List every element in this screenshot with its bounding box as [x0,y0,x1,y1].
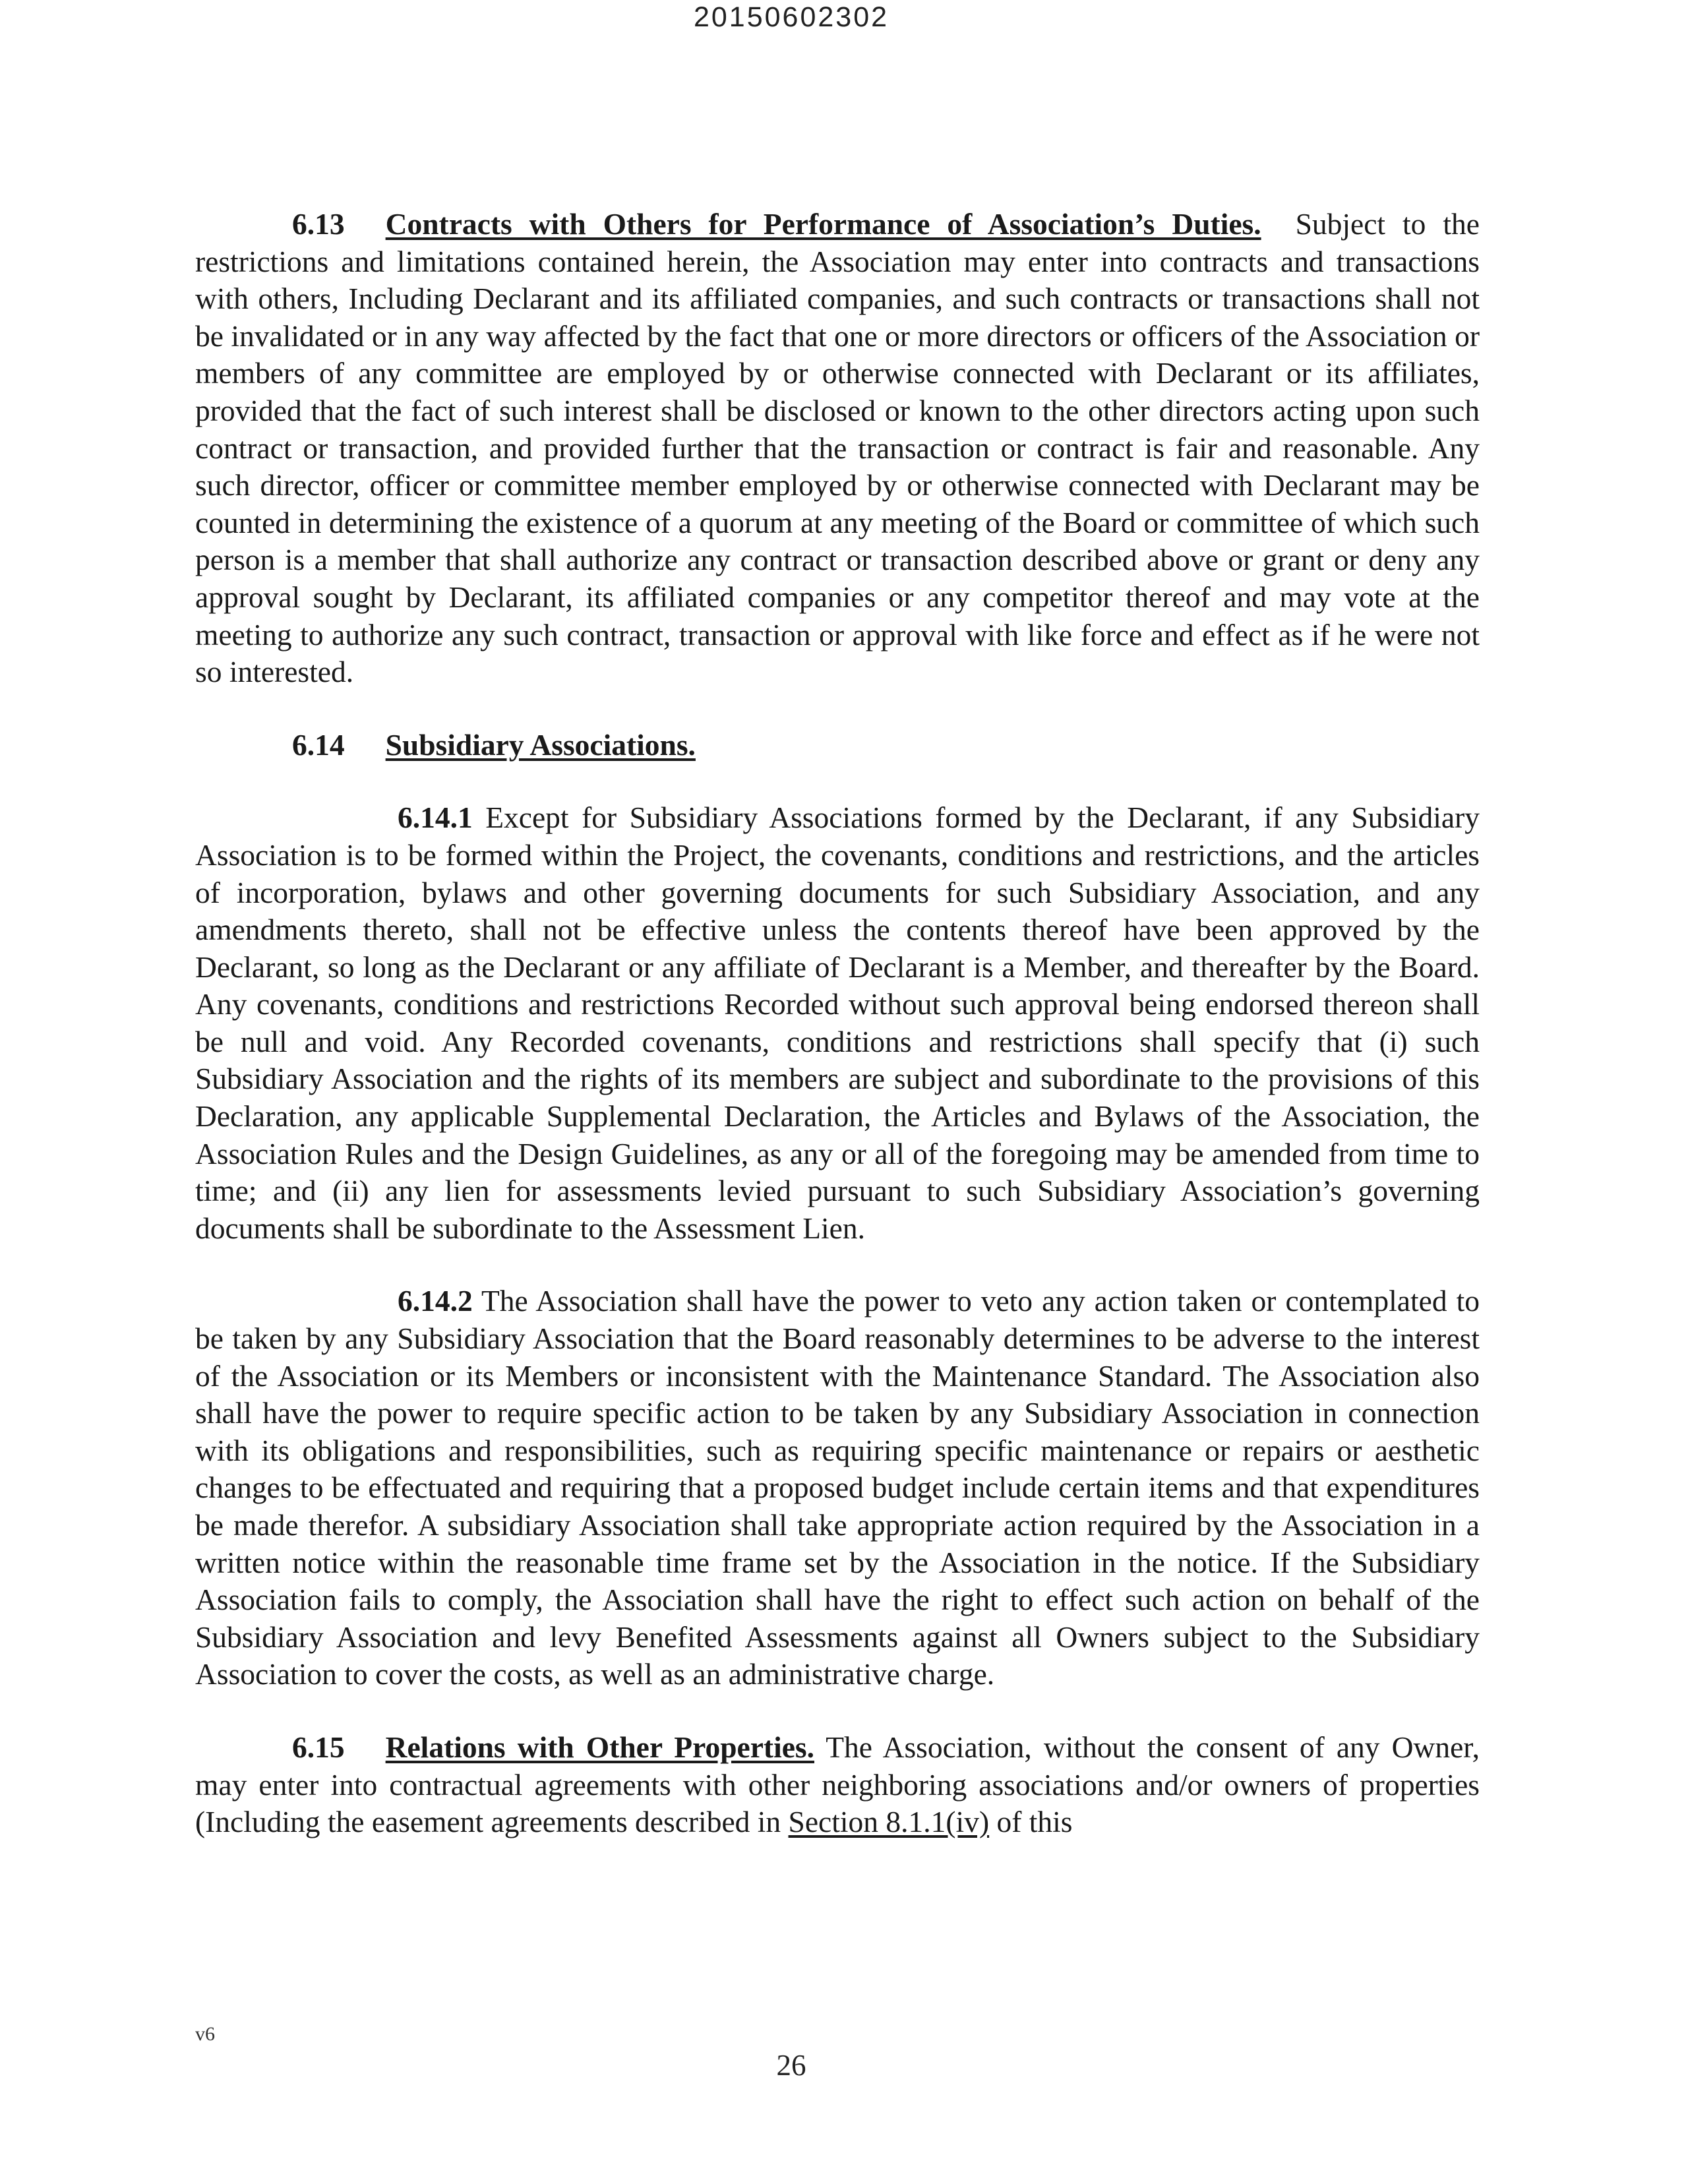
section-text: The Association, without the consent of any Owner, may enter into contractual agreements with other neighboring associations and/or owners of properties (Including the easement agreements described in [195,1730,1480,1839]
section-6-13 [195,206,1480,691]
section-text: Except for Subsidiary Associations formed by the Declarant, if any Subsidiary Association is to be formed within the Project, the covenants, conditions and restrictions, and the articles of incorporation, bylaws and other governing documents for such Subsidiary Association, and any amendments thereto, shall not be effective unless the contents thereof have been approved by the Declarant, so long as the Declarant or any affiliate of Declarant is a Member, and thereafter by the Board. Any covenants, conditions and restrictions Recorded without such approval being endorsed thereon shall be null and void. Any Recorded covenants, conditions and restrictions shall specify that (i) such Subsidiary Association and the rights of its members are subject and subordinate to the provisions of this Declaration, any applicable Supplemental Declaration, the Articles and Bylaws of the Association, the Association Rules and the Design Guidelines, as any or all of the foregoing may be amended from time to time; and (ii) any lien for assessments levied pursuant to such Subsidiary Association’s governing documents shall be subordinate to the Assessment Lien. [195,801,1480,1245]
subsection-number: 6.14.1 [398,801,473,835]
section-6-14-2 [195,1283,1480,1693]
version-label: v6 [195,2023,215,2045]
section-text: The Association shall have the power to veto any action taken or contemplated to be taken by any Subsidiary Association that the Board reasonably determines to be adverse to the interest of the Association or its Members or inconsistent with the Maintenance Standard. The Association also shall have the power to require specific action to be taken by any Subsidiary Association in connection with its obligations and responsibilities, such as requiring specific maintenance or repairs or aesthetic changes to be effectuated and requiring that a proposed budget include certain items and that expenditures be made therefor. A subsidiary Association shall take appropriate action required by the Association in a written notice within the reasonable time frame set by the Association in the notice. If the Subsidiary Association fails to comply, the Association shall have the right to effect such action on behalf of the Subsidiary Association and levy Benefited Assessments against all Owners subject to the Subsidiary Association to cover the costs, as well as an administrative charge. [195,1284,1480,1691]
document-body [195,206,1480,1841]
section-text-tail: of this [996,1805,1073,1839]
section-6-14 [195,727,1480,764]
section-6-14-1 [195,799,1480,1247]
section-title: Subsidiary Associations. [385,727,696,762]
recording-number: 20150602302 [693,1,889,33]
subsection-number: 6.14.2 [398,1284,473,1318]
page-number: 26 [776,2049,806,2082]
section-title: Contracts with Others for Performance of Association’s Duties. [385,207,1261,241]
section-number: 6.14 [292,727,345,762]
section-cross-reference: Section 8.1.1(iv) [788,1805,990,1839]
section-number: 6.15 [292,1730,345,1764]
section-number: 6.13 [292,207,345,241]
section-title: Relations with Other Properties. [385,1730,814,1764]
section-6-15 [195,1729,1480,1841]
section-text: Subject to the restrictions and limitations contained herein, the Association may enter into contracts and transactions with others, Including Declarant and its affiliated companies, and such contracts or transactions shall not be invalidated or in any way affected by the fact that one or more directors or officers of the Association or members of any committee are employed by or otherwise connected with Declarant or its affiliates, provided that the fact of such interest shall be disclosed or known to the other directors acting upon such contract or transaction, and provided further that the transaction or contract is fair and reasonable. Any such director, officer or committee member employed by or otherwise connected with Declarant may be counted in determining the existence of a quorum at any meeting of the Board or committee of which such person is a member that shall authorize any contract or transaction described above or grant or deny any approval sought by Declarant, its affiliated companies or any competitor thereof and may vote at the meeting to authorize any such contract, transaction or approval with like force and effect as if he were not so interested. [195,207,1480,689]
